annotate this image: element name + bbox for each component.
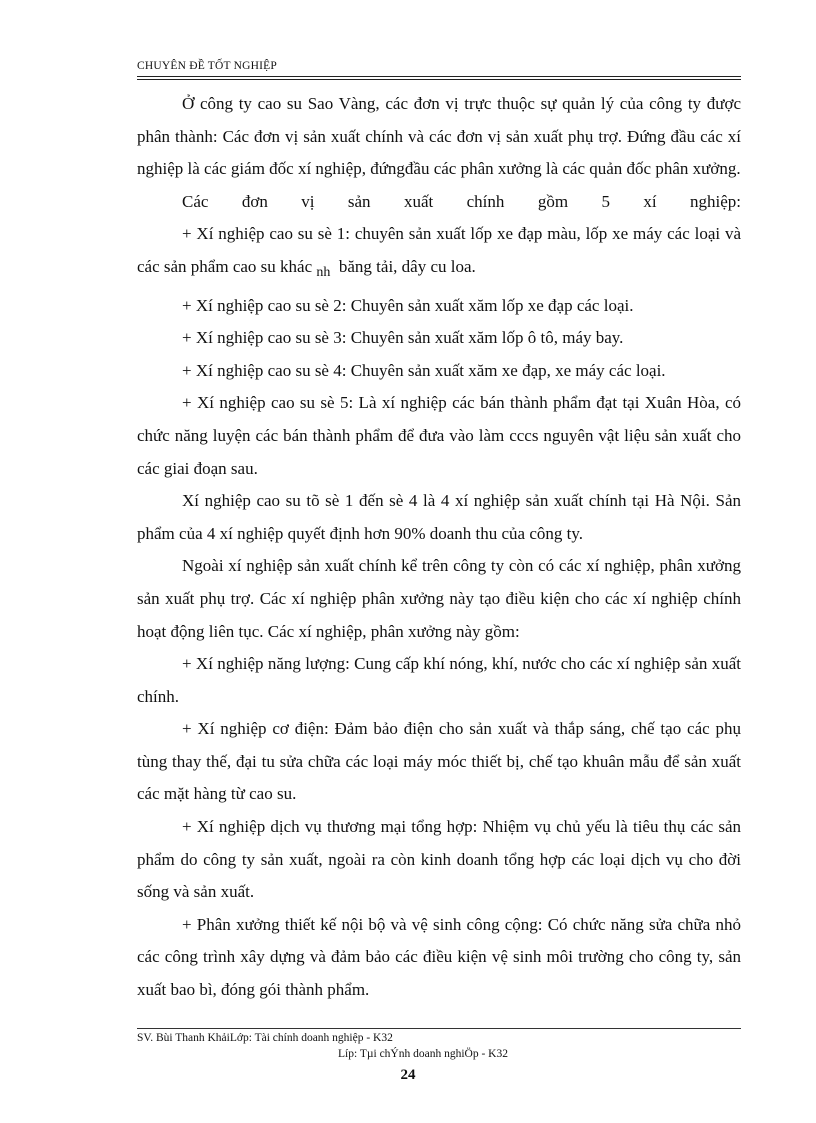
paragraph: Ở công ty cao su Sao Vàng, các đơn vị trực thuộc sự quản lý của công ty được phân thành: Các đơn vị sản xuất chính và các đơn vị sản xuất phụ trợ. Đứng đầu các xí nghiệp là các giám đốc xí nghiệp, đứngđầu các phân xưởng là các quản đốc phân xưởng. [137, 94, 741, 179]
paragraph: + Xí nghiệp cao su sè 2: Chuyên sản xuất xăm lốp xe đạp các loại. [182, 295, 634, 315]
paragraph: + Xí nghiệp cơ điện: Đảm bảo điện cho sản xuất và thắp sáng, chế tạo các phụ tùng thay thế, đại tu sửa chữa các loại máy móc thiết bị, chế tạo khuân mẫu để sản xuất các mặt hàng từ cao su. [137, 719, 741, 804]
document-body [137, 88, 741, 1007]
page-number: 24 [400, 1067, 416, 1083]
paragraph: + Xí nghiệp cao su sè 4: Chuyên sản xuất xăm xe đạp, xe máy các loại. [182, 360, 666, 380]
paragraph: + Xí nghiệp năng lượng: Cung cấp khí nóng, khí, nước cho các xí nghiệp sản xuất chính. [137, 654, 741, 706]
page-header: CHUYÊN ĐỀ TỐT NGHIỆP [137, 60, 277, 72]
paragraph: + Phân xưởng thiết kế nội bộ và vệ sinh công cộng: Có chức năng sửa chữa nhỏ các công trình xây dựng và đảm bảo các điều kiện vệ sinh môi trường cho công ty, sản xuất bao bì, đóng gói thành phẩm. [137, 914, 741, 1000]
footer-author: SV. Bùi Thanh KhảiLớp: Tài chính doanh nghiệp - K32 [137, 1032, 393, 1044]
paragraph: Ngoài xí nghiệp sản xuất chính kể trên công ty còn có các xí nghiệp, phân xưởng sản xuất phụ trợ. Các xí nghiệp phân xưởng này tạo điều kiện cho các xí nghiệp chính hoạt động liên tục. Các xí nghiệp, phân xưởng này gồm: [137, 556, 741, 641]
paragraph: + Xí nghiệp cao su sè 5: Là xí nghiệp các bán thành phẩm đạt tại Xuân Hòa, có chức năng luyện các bán thành phẩm để đưa vào làm cccs nguyên vật liệu sản xuất cho các giai đoạn sau. [137, 393, 741, 478]
paragraph [137, 218, 741, 289]
header-rule [137, 76, 741, 80]
paragraph-tail: băng tải, dây cu loa. [338, 256, 476, 276]
footer-rule [137, 1028, 741, 1029]
paragraph: Các đơn vị sản xuất chính gồm 5 xí nghiệp: [182, 191, 741, 211]
paragraph: Xí nghiệp cao su tõ sè 1 đến sè 4 là 4 xí nghiệp sản xuất chính tại Hà Nội. Sản phẩm của 4 xí nghiệp quyết định hơn 90% doanh thu của công ty. [137, 491, 741, 543]
paragraph-sub: nh [316, 264, 331, 280]
footer-class: Líp: Tµi chÝnh doanh nghiÖp - K32 [338, 1048, 508, 1060]
paragraph-text: + Xí nghiệp cao su sè 1: chuyên sản xuất lốp xe đạp màu, lốp xe máy các loại và các sản phẩm cao su khác [137, 224, 741, 276]
paragraph: + Xí nghiệp dịch vụ thương mại tổng hợp: Nhiệm vụ chủ yếu là tiêu thụ các sản phẩm do công ty sản xuất, ngoài ra còn kinh doanh tổng hợp các loại dịch vụ cho đời sống và sản xuất. [137, 817, 741, 902]
paragraph: + Xí nghiệp cao su sè 3: Chuyên sản xuất xăm lốp ô tô, máy bay. [182, 328, 624, 348]
